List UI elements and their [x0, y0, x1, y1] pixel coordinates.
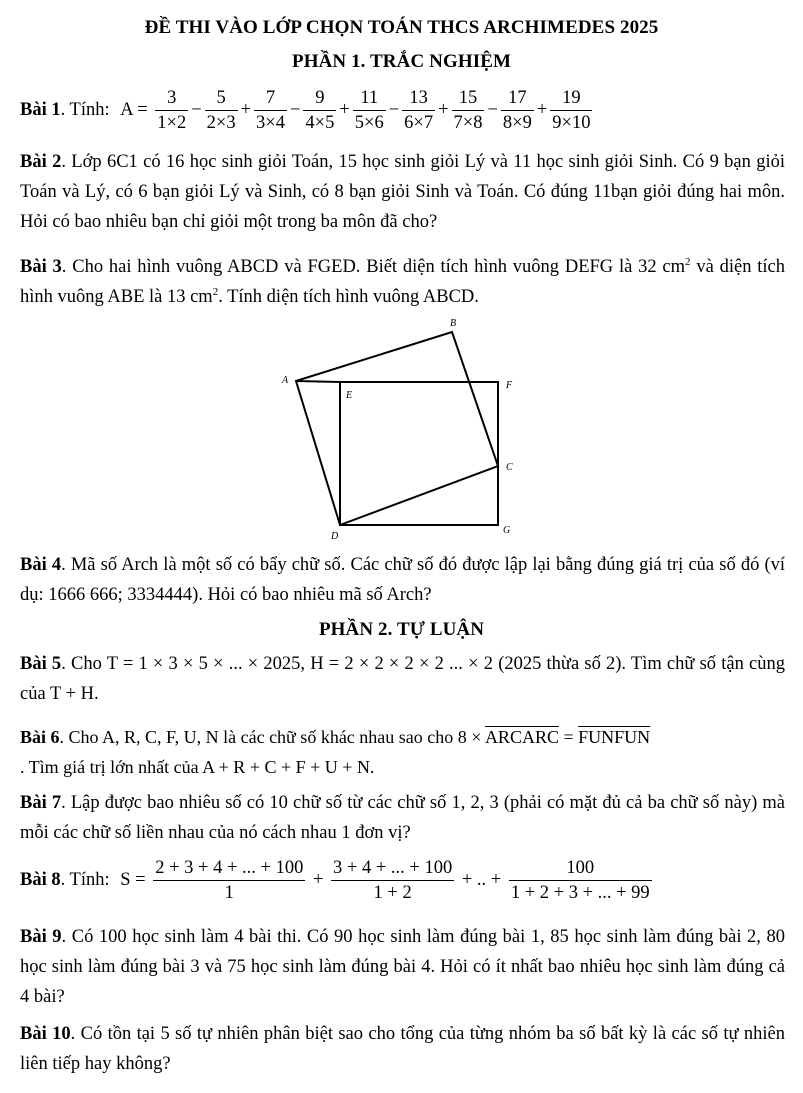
bai1-denominator: 4×5 [303, 110, 336, 135]
bai8-f2-den: 1 + 2 [331, 880, 454, 905]
bai2 [20, 147, 785, 237]
bai3-text-1: . Cho hai hình vuông ABCD và FGED. Biết diện tích hình vuông DEFG là 32 cm [61, 257, 686, 277]
bai1-numerator: 5 [216, 88, 226, 108]
bai5-label: Bài 5 [20, 654, 62, 674]
bai1-denominator: 9×10 [550, 110, 592, 135]
bai8-fraction-1 [153, 856, 305, 905]
bai1-fraction [303, 86, 336, 135]
bai3-sup-2: 2 [212, 285, 219, 298]
bai1-denominator: 1×2 [155, 110, 188, 135]
part2-heading: PHẦN 2. TỰ LUẬN [318, 619, 485, 640]
bai3-sup-1: 2 [685, 255, 691, 268]
bai6-label: Bài 6 [20, 727, 60, 747]
bai1-numerator: 9 [315, 88, 325, 108]
bai3-text-2: và diện tích hình vuông ABE là 13 cm [20, 257, 785, 307]
bai4-text: . Mã số Arch là một số có bẩy chữ số. Các chữ số đó được lập lại bằng đúng giá trị của số đó (ví dụ: 1666 666; 3334444). Hỏi có bao nhiêu mã số Arch? [20, 555, 785, 605]
bai1-numerator: 3 [167, 88, 177, 108]
bai3 [20, 252, 785, 312]
bai1-numerator: 13 [409, 88, 428, 108]
label-d: D [331, 531, 339, 540]
bai1-numerator: 19 [562, 88, 581, 108]
bai1-fraction [550, 86, 592, 135]
label-c: C [506, 462, 513, 473]
label-e: E [346, 390, 353, 401]
bai6 [20, 722, 785, 782]
bai10-text: . Có tồn tại 5 số tự nhiên phân biệt sao cho tổng của từng nhóm ba số bất kỳ là các số tự nhiên liên tiếp hay không? [20, 1024, 785, 1074]
bai9 [20, 922, 785, 1012]
bai1-fraction [254, 86, 287, 135]
bai1-operator: + [536, 100, 548, 120]
bai6-text-1: . Cho A, R, C, F, U, N là các chữ số khác nhau sao cho 8 × [59, 727, 485, 747]
label-a: A [282, 375, 289, 386]
bai1-denominator: 8×9 [501, 110, 534, 135]
bai3-text-3: . Tính diện tích hình vuông ABCD. [218, 287, 479, 307]
bai1-operator: + [339, 100, 350, 120]
bai1-operator: − [289, 100, 301, 120]
bai1-denominator: 3×4 [254, 110, 287, 135]
bai1-operator: − [487, 100, 498, 120]
bai8-op-2: + .. + [461, 870, 502, 890]
bai8-lhs: S = [120, 870, 146, 890]
squares-figure [270, 315, 530, 540]
bai1-numerator: 11 [360, 88, 379, 108]
label-g: G [503, 525, 511, 536]
bai1-denominator: 2×3 [205, 110, 238, 135]
segment-ae [296, 381, 340, 382]
bai5-text: . Cho T = 1 × 3 × 5 × ... × 2025, H = 2 × 2 × 2 × 2 ... × 2 (2025 thừa số 2). Tìm chữ số tận cùng của T + H. [20, 654, 786, 704]
square-fged [340, 382, 498, 525]
bai1-fraction [353, 86, 386, 135]
bai5 [20, 649, 785, 709]
bai1-lhs: A = [120, 100, 148, 120]
bai7-label: Bài 7 [20, 793, 62, 813]
bai8-f2-num: 3 + 4 + ... + 100 [333, 858, 453, 878]
bai3-label: Bài 3 [20, 257, 62, 277]
bai1-fraction [452, 86, 485, 135]
exam-title: ĐỀ THI VÀO LỚP CHỌN TOÁN THCS ARCHIMEDES 2025 [144, 17, 659, 38]
bai7 [20, 788, 785, 848]
bai1-fraction [501, 86, 534, 135]
bai1-text: . Tính: [60, 100, 110, 120]
bai1-operator: − [191, 100, 202, 120]
bai1-denominator: 5×6 [353, 110, 386, 135]
bai10-label: Bài 10 [20, 1024, 71, 1044]
bai1-numerator: 15 [458, 88, 478, 108]
bai8-op-1: + [312, 870, 324, 890]
bai1-numerator: 17 [508, 88, 527, 108]
bai8-f1-num: 2 + 3 + 4 + ... + 100 [155, 858, 304, 878]
bai1-fraction [402, 86, 435, 135]
bai1-denominator: 6×7 [402, 110, 435, 135]
bai9-text: . Có 100 học sinh làm 4 bài thi. Có 90 học sinh làm đúng bài 1, 85 học sinh làm đúng bài 2, 80 học sinh làm đúng bài 3 và 75 học sinh làm đúng bài 4. Hỏi có ít nhất bao nhiêu học sinh làm đúng cả 4 bài? [20, 927, 785, 1007]
bai1-label: Bài 1 [20, 99, 61, 120]
bai8-label: Bài 8 [20, 870, 61, 890]
bai8-fraction-3 [509, 856, 652, 905]
bai9-label: Bài 9 [20, 927, 62, 947]
bai7-text: . Lập được bao nhiêu số có 10 chữ số từ các chữ số 1, 2, 3 (phải có mặt đủ cả ba chữ số này) mà mỗi các chữ số liền nhau của nó cách nhau 1 đơn vị? [20, 793, 785, 843]
bai8-f1-den: 1 [153, 880, 305, 905]
bai1-numerator: 7 [265, 88, 276, 108]
bai8-text: . Tính: [60, 870, 110, 890]
bai8-f3-den: 1 + 2 + 3 + ... + 99 [509, 880, 652, 905]
bai6-overline-funfun: FUNFUN [578, 727, 651, 747]
bai4-label: Bài 4 [20, 555, 62, 575]
bai1-operator: + [438, 100, 449, 120]
bai8-f3-num: 100 [566, 858, 595, 878]
square-abcd [296, 332, 498, 525]
bai1-fraction [205, 86, 238, 135]
bai2-label: Bài 2 [20, 152, 62, 172]
bai8 [20, 856, 653, 905]
label-b: B [450, 318, 457, 329]
bai10 [20, 1019, 785, 1079]
label-f: F [506, 380, 513, 391]
bai1-denominator: 7×8 [452, 110, 485, 135]
bai6-overline-arcarc: ARCARC [484, 727, 559, 747]
bai6-equals: = [558, 727, 579, 747]
bai1-fraction [155, 86, 188, 135]
bai2-text: . Lớp 6C1 có 16 học sinh giỏi Toán, 15 học sinh giỏi Lý và 11 học sinh giỏi Sinh. Có 9 bạn giỏi Toán và Lý, có 6 bạn giỏi Lý và Sinh, có 8 bạn giỏi Sinh và Toán. Có đúng 11bạn giỏi đúng hai môn. Hỏi có bao nhiêu bạn chỉ giỏi một trong ba môn đã cho? [20, 152, 785, 232]
bai8-fraction-2 [331, 856, 454, 905]
bai1 [20, 86, 593, 135]
bai1-operator: − [388, 100, 400, 120]
bai1-operator: + [240, 100, 252, 120]
bai4 [20, 550, 785, 610]
bai6-text-2: . Tìm giá trị lớn nhất của A + R + C + F + U + N. [20, 757, 375, 777]
part1-heading: PHẦN 1. TRẮC NGHIỆM [292, 51, 511, 72]
